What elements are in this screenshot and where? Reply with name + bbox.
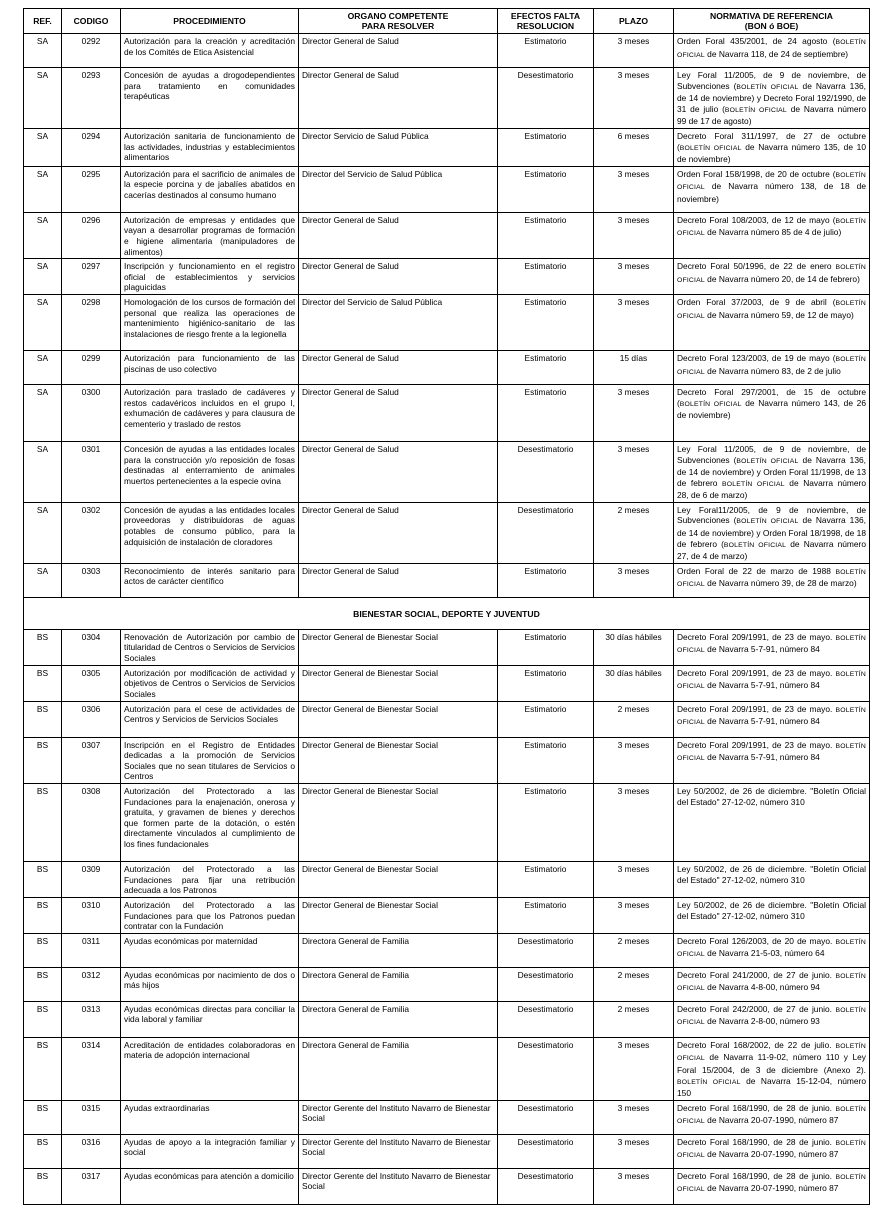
row-normativa: Ley Foral 11/2005, de 9 de noviembre, de Subvenciones (BOLETÍN OFICIAL de Navarra 136, de 14 de noviembre) y Orden Foral 11/1998, de 13 de febrero BOLETÍN OFICIAL de Navarra número 28, de 6 de marzo)	[674, 441, 870, 502]
row-procedimiento: Ayudas económicas por nacimiento de dos o más hijos	[121, 967, 299, 1001]
row-codigo: 0294	[62, 128, 121, 166]
row-organo: Director Gerente del Instituto Navarro de Bienestar Social	[299, 1100, 498, 1134]
row-procedimiento: Acreditación de entidades colaboradoras en materia de adopción internacional	[121, 1037, 299, 1100]
row-plazo: 3 meses	[594, 1100, 674, 1134]
row-procedimiento: Autorización para funcionamiento de las piscinas de uso colectivo	[121, 350, 299, 384]
row-codigo: 0306	[62, 701, 121, 737]
row-codigo: 0309	[62, 862, 121, 898]
table-row	[24, 784, 870, 862]
col-header-normativa-line2: (BON ó BOE)	[744, 21, 799, 31]
row-organo: Director del Servicio de Salud Pública	[299, 166, 498, 212]
table-row	[24, 563, 870, 597]
row-efectos: Estimatorio	[498, 294, 594, 350]
row-normativa: Decreto Foral 242/2000, de 27 de junio. BOLETÍN OFICIAL de Navarra 2-8-00, número 93	[674, 1001, 870, 1037]
boletin-oficial-smallcaps: BOLETÍN OFICIAL	[677, 299, 866, 320]
row-efectos: Estimatorio	[498, 898, 594, 934]
row-codigo: 0303	[62, 563, 121, 597]
row-plazo: 3 meses	[594, 294, 674, 350]
row-organo: Director General de Salud	[299, 68, 498, 129]
row-codigo: 0298	[62, 294, 121, 350]
row-procedimiento: Autorización de empresas y entidades que vayan a desarrollar programas de formación e higiene alimentaria (manipuladores de alimentos)	[121, 212, 299, 258]
row-organo: Director General de Salud	[299, 502, 498, 563]
row-normativa: Decreto Foral 241/2000, de 27 de junio. BOLETÍN OFICIAL de Navarra 4-8-00, número 94	[674, 967, 870, 1001]
row-organo: Director Gerente del Instituto Navarro de Bienestar Social	[299, 1168, 498, 1204]
row-ref: BS	[24, 1168, 62, 1204]
boletin-oficial-smallcaps: BOLETÍN OFICIAL	[736, 83, 799, 91]
section-row-group	[24, 597, 870, 629]
row-ref: SA	[24, 166, 62, 212]
boletin-oficial-smallcaps: BOLETÍN OFICIAL	[677, 355, 866, 376]
row-normativa: Decreto Foral 108/2003, de 12 de mayo (BOLETÍN OFICIAL de Navarra número 85 de 4 de julio)	[674, 212, 870, 258]
row-efectos: Estimatorio	[498, 784, 594, 862]
row-codigo: 0311	[62, 933, 121, 967]
row-codigo: 0302	[62, 502, 121, 563]
row-organo: Director General de Salud	[299, 441, 498, 502]
boletin-oficial-smallcaps: BOLETÍN OFICIAL	[677, 264, 866, 284]
col-header-efectos	[498, 9, 594, 34]
row-efectos: Desestimatorio	[498, 1037, 594, 1100]
table-row	[24, 34, 870, 68]
row-procedimiento: Homologación de los cursos de formación del personal que realiza las operaciones de mantenimiento higiénico-sanitario de las instalaciones de riesgo frente a la legionella	[121, 294, 299, 350]
boletin-oficial-smallcaps: BOLETÍN OFICIAL	[677, 972, 866, 993]
section-title: BIENESTAR SOCIAL, DEPORTE Y JUVENTUD	[24, 597, 870, 629]
row-ref: SA	[24, 259, 62, 295]
row-procedimiento: Autorización para la creación y acreditación de los Comités de Etica Asistencial	[121, 34, 299, 68]
row-normativa: Decreto Foral 168/1990, de 28 de junio. BOLETÍN OFICIAL de Navarra 20-07-1990, número 87	[674, 1134, 870, 1168]
table-row	[24, 629, 870, 665]
boletin-oficial-smallcaps: BOLETÍN OFICIAL	[677, 1006, 866, 1027]
row-ref: BS	[24, 862, 62, 898]
row-ref: BS	[24, 737, 62, 783]
col-header-normativa	[674, 9, 870, 34]
row-plazo: 3 meses	[594, 862, 674, 898]
row-ref: BS	[24, 665, 62, 701]
row-ref: SA	[24, 563, 62, 597]
row-ref: BS	[24, 1134, 62, 1168]
table-row	[24, 294, 870, 350]
row-efectos: Desestimatorio	[498, 502, 594, 563]
row-codigo: 0308	[62, 784, 121, 862]
row-organo: Director General de Bienestar Social	[299, 898, 498, 934]
table-row	[24, 1168, 870, 1204]
row-procedimiento: Inscripción y funcionamiento en el registro oficial de establecimientos y servicios plaguicidas	[121, 259, 299, 295]
row-ref: SA	[24, 384, 62, 441]
row-codigo: 0310	[62, 898, 121, 934]
row-codigo: 0314	[62, 1037, 121, 1100]
row-codigo: 0316	[62, 1134, 121, 1168]
boletin-oficial-smallcaps: BOLETÍN OFICIAL	[677, 634, 866, 655]
col-header-ref: REF.	[24, 9, 62, 34]
col-header-organo	[299, 9, 498, 34]
row-normativa: Decreto Foral 209/1991, de 23 de mayo. BOLETÍN OFICIAL de Navarra 5-7-91, número 84	[674, 737, 870, 783]
row-procedimiento: Autorización del Protectorado a las Fundaciones para que los Patronos puedan contratar con la Fundación	[121, 898, 299, 934]
table-row	[24, 384, 870, 441]
row-efectos: Desestimatorio	[498, 441, 594, 502]
table-row	[24, 862, 870, 898]
row-efectos: Estimatorio	[498, 350, 594, 384]
boletin-oficial-smallcaps: BOLETÍN OFICIAL	[736, 518, 799, 526]
row-procedimiento: Concesión de ayudas a las entidades locales proveedoras y distribuidoras de aguas potables de consumo público, para la adquisición de instalación de cloradores	[121, 502, 299, 563]
row-normativa: Decreto Foral 50/1996, de 22 de enero BOLETÍN OFICIAL de Navarra número 20, de 14 de febrero)	[674, 259, 870, 295]
row-normativa: Ley 50/2002, de 26 de diciembre. "Boletín Oficial del Estado" 27-12-02, número 310	[674, 784, 870, 862]
table-row	[24, 737, 870, 783]
boletin-oficial-smallcaps: BOLETÍN OFICIAL	[736, 457, 799, 465]
row-plazo: 3 meses	[594, 737, 674, 783]
table-row	[24, 933, 870, 967]
row-codigo: 0304	[62, 629, 121, 665]
boletin-oficial-smallcaps: BOLETÍN OFICIAL	[724, 106, 787, 114]
row-plazo: 15 días	[594, 350, 674, 384]
row-procedimiento: Autorización por modificación de actividad y objetivos de Centros o Servicios de Servicios Sociales	[121, 665, 299, 701]
table-row	[24, 166, 870, 212]
row-organo: Directora General de Familia	[299, 1037, 498, 1100]
row-plazo: 6 meses	[594, 128, 674, 166]
boletin-oficial-smallcaps: BOLETÍN OFICIAL	[677, 742, 866, 763]
row-normativa: Decreto Foral 209/1991, de 23 de mayo. BOLETÍN OFICIAL de Navarra 5-7-91, número 84	[674, 701, 870, 737]
boletin-oficial-smallcaps: BOLETÍN OFICIAL	[677, 1105, 866, 1126]
boletin-oficial-smallcaps: BOLETÍN OFICIAL	[677, 938, 866, 959]
row-ref: SA	[24, 128, 62, 166]
row-organo: Directora General de Familia	[299, 933, 498, 967]
row-normativa: Decreto Foral 209/1991, de 23 de mayo. BOLETÍN OFICIAL de Navarra 5-7-91, número 84	[674, 665, 870, 701]
row-organo: Director General de Salud	[299, 563, 498, 597]
row-organo: Director General de Salud	[299, 259, 498, 295]
row-organo: Director Servicio de Salud Pública	[299, 128, 498, 166]
row-plazo: 2 meses	[594, 502, 674, 563]
row-procedimiento: Autorización sanitaria de funcionamiento de las actividades, industrias y establecimientos alimentarios	[121, 128, 299, 166]
row-efectos: Estimatorio	[498, 128, 594, 166]
row-plazo: 3 meses	[594, 441, 674, 502]
row-procedimiento: Autorización para el cese de actividades de Centros y Servicios de Servicios Sociales	[121, 701, 299, 737]
boletin-oficial-smallcaps: BOLETÍN OFICIAL	[677, 171, 866, 192]
row-efectos: Desestimatorio	[498, 1168, 594, 1204]
row-efectos: Estimatorio	[498, 166, 594, 212]
row-efectos: Estimatorio	[498, 629, 594, 665]
row-codigo: 0295	[62, 166, 121, 212]
row-ref: SA	[24, 350, 62, 384]
row-plazo: 3 meses	[594, 384, 674, 441]
col-header-plazo: PLAZO	[594, 9, 674, 34]
row-procedimiento: Autorización del Protectorado a las Fundaciones para la enajenación, onerosa y gratuita, y gravamen de bienes y derechos que formen parte de la dotación, o estén directamente vinculados al cumplimiento de los fines fundacionales	[121, 784, 299, 862]
table-row	[24, 212, 870, 258]
procedures-table	[23, 8, 870, 1205]
table-row	[24, 1134, 870, 1168]
boletin-oficial-smallcaps: BOLETÍN OFICIAL	[677, 1042, 866, 1063]
table-row	[24, 502, 870, 563]
row-normativa: Ley 50/2002, de 26 de diciembre. "Boletín Oficial del Estado" 27-12-02, número 310	[674, 898, 870, 934]
boletin-oficial-smallcaps: BOLETÍN OFICIAL	[677, 217, 866, 238]
table-row	[24, 898, 870, 934]
boletin-oficial-smallcaps: BOLETÍN OFICIAL	[677, 1173, 866, 1194]
boletin-oficial-smallcaps: BOLETÍN OFICIAL	[723, 541, 787, 549]
row-efectos: Estimatorio	[498, 701, 594, 737]
row-organo: Director Gerente del Instituto Navarro de Bienestar Social	[299, 1134, 498, 1168]
row-normativa: Decreto Foral 168/2002, de 22 de julio. BOLETÍN OFICIAL de Navarra 11-9-02, número 110 y Ley Foral 15/2004, de 3 de diciembre (Anexo 2). BOLETÍN OFICIAL de Navarra 15-12-04, número 150	[674, 1037, 870, 1100]
row-ref: BS	[24, 701, 62, 737]
row-efectos: Estimatorio	[498, 737, 594, 783]
boletin-oficial-smallcaps: BOLETÍN OFICIAL	[677, 1078, 741, 1086]
row-codigo: 0297	[62, 259, 121, 295]
table-row	[24, 350, 870, 384]
row-ref: SA	[24, 294, 62, 350]
row-efectos: Desestimatorio	[498, 1100, 594, 1134]
row-efectos: Estimatorio	[498, 384, 594, 441]
row-efectos: Desestimatorio	[498, 933, 594, 967]
row-codigo: 0301	[62, 441, 121, 502]
row-plazo: 3 meses	[594, 166, 674, 212]
row-organo: Directora General de Familia	[299, 967, 498, 1001]
row-ref: BS	[24, 784, 62, 862]
row-ref: BS	[24, 933, 62, 967]
row-normativa: Decreto Foral 209/1991, de 23 de mayo. BOLETÍN OFICIAL de Navarra 5-7-91, número 84	[674, 629, 870, 665]
row-normativa: Ley Foral 11/2005, de 9 de noviembre, de Subvenciones (BOLETÍN OFICIAL de Navarra 136, de 14 de noviembre) y Decreto Foral 192/1990, de 31 de julio (BOLETÍN OFICIAL de Navarra número 99 de 17 de agosto)	[674, 68, 870, 129]
row-codigo: 0299	[62, 350, 121, 384]
col-header-codigo: CODIGO	[62, 9, 121, 34]
row-ref: SA	[24, 212, 62, 258]
row-codigo: 0312	[62, 967, 121, 1001]
row-normativa: Decreto Foral 168/1990, de 28 de junio. BOLETÍN OFICIAL de Navarra 20-07-1990, número 87	[674, 1168, 870, 1204]
table-row	[24, 1001, 870, 1037]
row-ref: SA	[24, 441, 62, 502]
row-efectos: Desestimatorio	[498, 1134, 594, 1168]
boletin-oficial-smallcaps: BOLETÍN OFICIAL	[677, 706, 866, 727]
row-codigo: 0313	[62, 1001, 121, 1037]
row-codigo: 0317	[62, 1168, 121, 1204]
row-procedimiento: Concesión de ayudas a drogodependientes para tratamiento en comunidades terapéuticas	[121, 68, 299, 129]
row-ref: BS	[24, 1037, 62, 1100]
row-efectos: Desestimatorio	[498, 967, 594, 1001]
row-ref: BS	[24, 1001, 62, 1037]
row-codigo: 0293	[62, 68, 121, 129]
row-efectos: Estimatorio	[498, 862, 594, 898]
row-normativa: Orden Foral 158/1998, de 20 de octubre (BOLETÍN OFICIAL de Navarra número 138, de 18 de noviembre)	[674, 166, 870, 212]
row-plazo: 3 meses	[594, 1037, 674, 1100]
row-normativa: Orden Foral de 22 de marzo de 1988 BOLETÍN OFICIAL de Navarra número 39, de 28 de marzo)	[674, 563, 870, 597]
row-codigo: 0292	[62, 34, 121, 68]
boletin-oficial-smallcaps: BOLETÍN OFICIAL	[722, 480, 785, 488]
row-organo: Director del Servicio de Salud Pública	[299, 294, 498, 350]
row-plazo: 3 meses	[594, 34, 674, 68]
row-normativa: Ley 50/2002, de 26 de diciembre. "Boletín Oficial del Estado" 27-12-02, número 310	[674, 862, 870, 898]
row-normativa: Decreto Foral 297/2001, de 15 de octubre (BOLETÍN OFICIAL de Navarra número 143, de 26 de noviembre)	[674, 384, 870, 441]
table-row	[24, 259, 870, 295]
header-row	[24, 9, 870, 34]
row-plazo: 2 meses	[594, 933, 674, 967]
row-organo: Director General de Bienestar Social	[299, 665, 498, 701]
row-efectos: Estimatorio	[498, 665, 594, 701]
row-efectos: Estimatorio	[498, 259, 594, 295]
row-efectos: Estimatorio	[498, 563, 594, 597]
table-row	[24, 1037, 870, 1100]
row-efectos: Desestimatorio	[498, 68, 594, 129]
col-header-efectos-line2: RESOLUCION	[516, 21, 575, 31]
row-procedimiento: Ayudas económicas para atención a domicilio	[121, 1168, 299, 1204]
row-organo: Director General de Salud	[299, 384, 498, 441]
row-procedimiento: Renovación de Autorización por cambio de titularidad de Centros o Servicios de Servicios Sociales	[121, 629, 299, 665]
row-plazo: 30 días hábiles	[594, 629, 674, 665]
row-organo: Director General de Bienestar Social	[299, 701, 498, 737]
table-row	[24, 441, 870, 502]
row-procedimiento: Concesión de ayudas a las entidades locales para la construcción y/o reposición de fosas destinadas al enterramiento de animales muertos pertenecientes a la especie ovina	[121, 441, 299, 502]
row-procedimiento: Ayudas extraordinarias	[121, 1100, 299, 1134]
row-codigo: 0315	[62, 1100, 121, 1134]
row-efectos: Desestimatorio	[498, 1001, 594, 1037]
row-plazo: 30 días hábiles	[594, 665, 674, 701]
table-row	[24, 68, 870, 129]
col-header-organo-line2: PARA RESOLVER	[361, 21, 435, 31]
row-ref: SA	[24, 68, 62, 129]
row-organo: Director General de Salud	[299, 350, 498, 384]
salud-rows	[24, 34, 870, 598]
col-header-efectos-line1: EFECTOS FALTA	[510, 11, 581, 21]
row-normativa: Decreto Foral 126/2003, de 20 de mayo. BOLETÍN OFICIAL de Navarra 21-5-03, número 64	[674, 933, 870, 967]
boletin-oficial-smallcaps: BOLETÍN OFICIAL	[677, 39, 866, 59]
row-codigo: 0305	[62, 665, 121, 701]
row-organo: Directora General de Familia	[299, 1001, 498, 1037]
row-normativa: Ley Foral11/2005, de 9 de noviembre, de Subvenciones (BOLETÍN OFICIAL de Navarra 136, de 14 de noviembre) y Orden Foral 18/1998, de 18 de febrero (BOLETÍN OFICIAL de Navarra número 27, de 4 de marzo)	[674, 502, 870, 563]
row-codigo: 0300	[62, 384, 121, 441]
boletin-oficial-smallcaps: BOLETÍN OFICIAL	[677, 1139, 866, 1160]
row-normativa: Decreto Foral 311/1997, de 27 de octubre (BOLETÍN OFICIAL de Navarra número 135, de 10 de noviembre)	[674, 128, 870, 166]
row-plazo: 3 meses	[594, 898, 674, 934]
row-procedimiento: Inscripción en el Registro de Entidades dedicadas a la promoción de Servicios Sociales que no sean titulares de Servicios o Centros	[121, 737, 299, 783]
row-ref: BS	[24, 1100, 62, 1134]
row-organo: Director General de Bienestar Social	[299, 737, 498, 783]
row-normativa: Orden Foral 435/2001, de 24 agosto (BOLETÍN OFICIAL de Navarra 118, de 24 de septiembre)	[674, 34, 870, 68]
row-procedimiento: Reconocimiento de interés sanitario para actos de carácter científico	[121, 563, 299, 597]
section-row	[24, 597, 870, 629]
row-ref: SA	[24, 502, 62, 563]
row-procedimiento: Autorización para traslado de cadáveres y restos cadavéricos incluidos en el grupo I, exhumación de cadáveres y para clausura de cementerio y traslado de restos	[121, 384, 299, 441]
row-plazo: 3 meses	[594, 259, 674, 295]
table-row	[24, 128, 870, 166]
row-plazo: 3 meses	[594, 784, 674, 862]
row-ref: SA	[24, 34, 62, 68]
row-plazo: 3 meses	[594, 1168, 674, 1204]
row-plazo: 2 meses	[594, 701, 674, 737]
row-normativa: Decreto Foral 123/2003, de 19 de mayo (BOLETÍN OFICIAL de Navarra número 83, de 2 de julio	[674, 350, 870, 384]
table-row	[24, 665, 870, 701]
col-header-procedimiento: PROCEDIMIENTO	[121, 9, 299, 34]
boletin-oficial-smallcaps: BOLETÍN OFICIAL	[679, 400, 742, 408]
row-plazo: 2 meses	[594, 1001, 674, 1037]
table-row	[24, 701, 870, 737]
row-efectos: Estimatorio	[498, 34, 594, 68]
col-header-normativa-line1: NORMATIVA DE REFERENCIA	[709, 11, 834, 21]
row-codigo: 0296	[62, 212, 121, 258]
row-normativa: Orden Foral 37/2003, de 9 de abril (BOLETÍN OFICIAL de Navarra número 59, de 12 de mayo)	[674, 294, 870, 350]
row-normativa: Decreto Foral 168/1990, de 28 de junio. BOLETÍN OFICIAL de Navarra 20-07-1990, número 87	[674, 1100, 870, 1134]
row-plazo: 3 meses	[594, 563, 674, 597]
row-plazo: 2 meses	[594, 967, 674, 1001]
row-organo: Director General de Salud	[299, 212, 498, 258]
row-ref: BS	[24, 898, 62, 934]
bienestar-rows	[24, 629, 870, 1204]
row-procedimiento: Autorización del Protectorado a las Fundaciones para fijar una retribución adecuada a los Patronos	[121, 862, 299, 898]
boletin-oficial-smallcaps: BOLETÍN OFICIAL	[677, 670, 866, 691]
row-organo: Director General de Salud	[299, 34, 498, 68]
boletin-oficial-smallcaps: BOLETÍN OFICIAL	[677, 568, 866, 589]
row-ref: BS	[24, 967, 62, 1001]
row-ref: BS	[24, 629, 62, 665]
row-procedimiento: Ayudas económicas por maternidad	[121, 933, 299, 967]
row-plazo: 3 meses	[594, 1134, 674, 1168]
row-procedimiento: Ayudas de apoyo a la integración familiar y social	[121, 1134, 299, 1168]
row-codigo: 0307	[62, 737, 121, 783]
row-organo: Director General de Bienestar Social	[299, 629, 498, 665]
row-efectos: Estimatorio	[498, 212, 594, 258]
row-plazo: 3 meses	[594, 212, 674, 258]
row-plazo: 3 meses	[594, 68, 674, 129]
table-row	[24, 967, 870, 1001]
col-header-organo-line1: ORGANO COMPETENTE	[347, 11, 449, 21]
row-organo: Director General de Bienestar Social	[299, 862, 498, 898]
row-procedimiento: Autorización para el sacrificio de animales de la especie porcina y de jabalíes abatidos en cacerías destinados al consumo humano	[121, 166, 299, 212]
boletin-oficial-smallcaps: BOLETÍN OFICIAL	[679, 144, 742, 152]
row-procedimiento: Ayudas económicas directas para conciliar la vida laboral y familiar	[121, 1001, 299, 1037]
table-row	[24, 1100, 870, 1134]
row-organo: Director General de Bienestar Social	[299, 784, 498, 862]
